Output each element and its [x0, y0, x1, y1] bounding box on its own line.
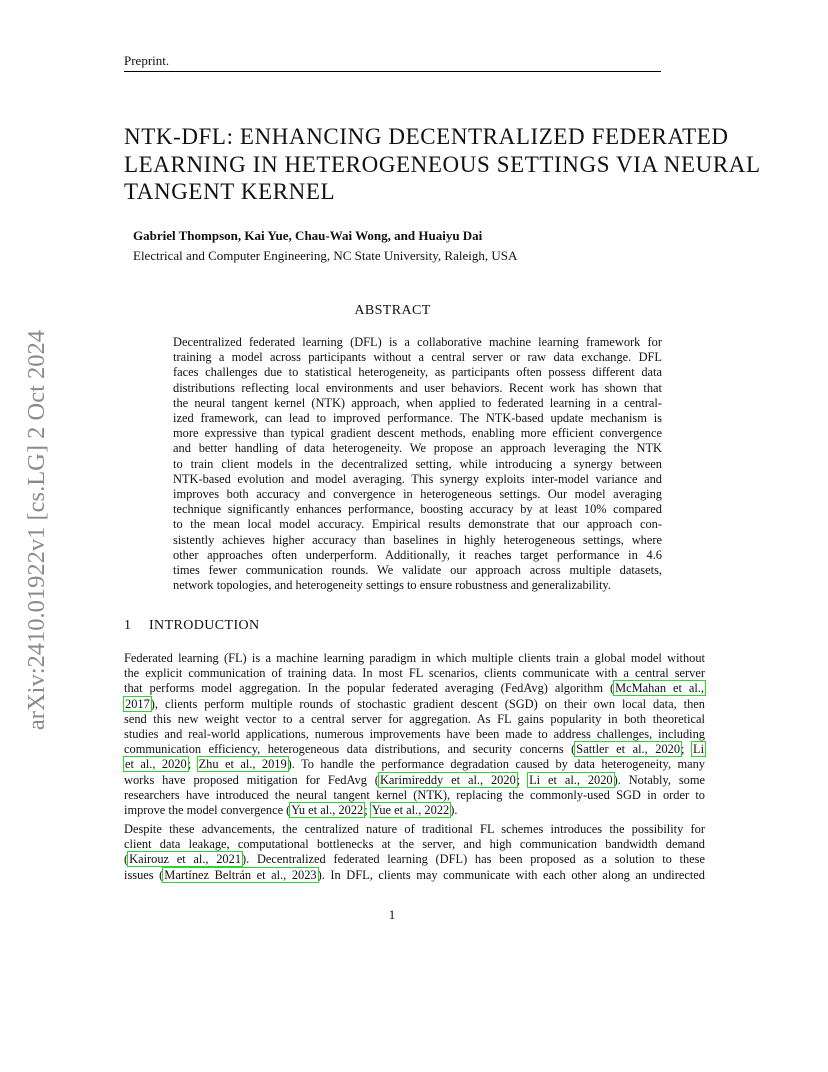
text-span: ). To handle the performance degradation caused by data heterogeneity, many — [287, 757, 705, 772]
citation-link[interactable]: Yu et al., 2022 — [291, 803, 364, 818]
text-span: ), clients perform multiple rounds of stochastic gradient descent (SGD) on their own local data, then — [150, 696, 705, 711]
running-header: Preprint. — [124, 53, 170, 68]
abstract-body — [173, 335, 662, 593]
title-line: NTK-DFL: ENHANCING DECENTRALIZED FEDERATED — [124, 124, 729, 149]
intro-paragraph-2 — [124, 822, 705, 883]
text-line: researchers have introduced the neural tangent kernel (NTK), replacing the commonly-used SGD in order to — [124, 787, 705, 802]
text-span: ; — [516, 772, 529, 787]
citation-link[interactable]: 2017 — [125, 696, 150, 711]
section-number: 1 — [124, 618, 132, 633]
abstract-line: times fewer communication rounds. We validate our approach across multiple datasets, — [173, 563, 662, 578]
text-span: that performs model aggregation. In the popular federated averaging (FedAvg) algorithm ( — [124, 681, 615, 696]
citation-link[interactable]: Li — [693, 742, 705, 757]
text-line — [124, 773, 705, 788]
text-line: the explicit communication of training data. In most FL scenarios, clients communicate with a central server — [124, 666, 705, 681]
abstract-line: improves both accuracy and convergence in heterogeneous settings. Our model averaging — [173, 487, 662, 502]
abstract-line: to train client models in the decentralized setting, while introducing a synergy between — [173, 456, 662, 471]
section-heading-introduction — [124, 618, 260, 634]
section-title: INTRODUCTION — [149, 618, 260, 633]
citation-link[interactable]: Zhu et al., 2019 — [198, 757, 287, 772]
title-line: LEARNING IN HETEROGENEOUS SETTINGS VIA NEURAL — [124, 151, 761, 177]
citation-link[interactable]: et al., 2020 — [125, 757, 187, 772]
text-span: ). — [450, 803, 458, 818]
text-span: ). Notably, some — [613, 772, 705, 787]
page-number: 1 — [388, 907, 396, 922]
author-list: Gabriel Thompson, Kai Yue, Chau-Wai Wong, and Huaiyu Dai — [133, 228, 483, 243]
title-line: TANGENT KERNEL — [124, 179, 336, 204]
abstract-line: Decentralized federated learning (DFL) is a collaborative machine learning framework for — [173, 335, 662, 349]
text-line: Federated learning (FL) is a machine learning paradigm in which multiple clients train a global model without — [124, 651, 705, 665]
abstract-line: faces challenges due to statistical heterogeneity, as participants often possess different data — [173, 365, 662, 380]
abstract-line: distributions reflecting local environments and user behaviors. Recent work has shown that — [173, 380, 662, 395]
text-span: issues ( — [124, 867, 164, 882]
text-span: ). Decentralized federated learning (DFL) has been proposed as a solution to these — [242, 852, 705, 867]
text-span: ( — [124, 852, 129, 867]
citation-link[interactable]: Karimireddy et al., 2020 — [379, 772, 516, 787]
text-span: ). In DFL, clients may communicate with each other along an undirected — [317, 867, 705, 882]
abstract-line: other approaches often underperform. Additionally, it reaches target performance in 4.6 — [173, 547, 662, 562]
abstract-line: technique significantly enhances performance, boosting accuracy by at least 10% compared — [173, 502, 662, 517]
header-rule — [124, 71, 661, 72]
affiliation: Electrical and Computer Engineering, NC State University, Raleigh, USA — [133, 248, 518, 263]
abstract-line: more expressive than typical gradient descent methods, enabling more efficient convergence — [173, 426, 662, 441]
text-line — [124, 742, 705, 757]
abstract-line: to the mean local model accuracy. Empirical results demonstrate that our approach con- — [173, 517, 662, 532]
text-span: communication efficiency, heterogeneous data distributions, and security concerns ( — [124, 742, 576, 757]
citation-link[interactable]: Li et al., 2020 — [529, 772, 613, 787]
text-line — [124, 681, 705, 696]
abstract-line: ized framework, can lead to improved performance. The NTK-based update mechanism is — [173, 411, 662, 426]
text-line: send this new weight vector to a central server for aggregation. As FL gains popularity in both theoretical — [124, 711, 705, 726]
abstract-heading: ABSTRACT — [354, 303, 431, 318]
text-line: Despite these advancements, the centralized nature of traditional FL schemes introduces the possibility for — [124, 822, 705, 836]
paper-title — [124, 123, 761, 206]
intro-paragraph-1 — [124, 651, 705, 818]
citation-link[interactable]: Kairouz et al., 2021 — [129, 852, 242, 867]
text-line: client data leakage, computational bottlenecks at the server, and high communication bandwidth demand — [124, 837, 705, 852]
citation-link[interactable]: McMahan et al., — [615, 681, 704, 696]
citation-link[interactable]: Martínez Beltrán et al., 2023 — [164, 867, 317, 882]
citation-link[interactable]: Sattler et al., 2020 — [576, 742, 681, 757]
text-line — [124, 803, 705, 818]
text-line — [124, 852, 705, 867]
abstract-line: NTK-based evolution and model averaging. This synergy exploits inter-model variance and — [173, 471, 662, 486]
abstract-line: training a model across participants without a central server or raw data exchange. DFL — [173, 350, 662, 365]
abstract-line: network topologies, and heterogeneity settings to ensure robustness and generalizability. — [173, 578, 611, 593]
text-span: improve the model convergence ( — [124, 803, 291, 818]
text-line — [124, 757, 705, 772]
abstract-line: sistently achieves higher accuracy than baselines in highly heterogeneous settings, where — [173, 532, 662, 547]
text-span: ; — [364, 803, 371, 818]
text-line — [124, 697, 705, 712]
arxiv-identifier-stamp: arXiv:2410.01922v1 [cs.LG] 2 Oct 2024 — [23, 329, 50, 731]
abstract-line: and better handling of data heterogeneity. We propose an approach leveraging the NTK — [173, 441, 662, 456]
text-line — [124, 868, 705, 883]
text-span: works have proposed mitigation for FedAvg ( — [124, 772, 379, 787]
text-span: ; — [681, 742, 692, 757]
text-line: studies and real-world applications, numerous improvements have been made to address challenges, including — [124, 727, 705, 742]
abstract-line: the neural tangent kernel (NTK) approach, when applied to federated learning in a central- — [173, 395, 662, 410]
citation-link[interactable]: Yue et al., 2022 — [371, 803, 450, 818]
text-span: ; — [187, 757, 198, 772]
